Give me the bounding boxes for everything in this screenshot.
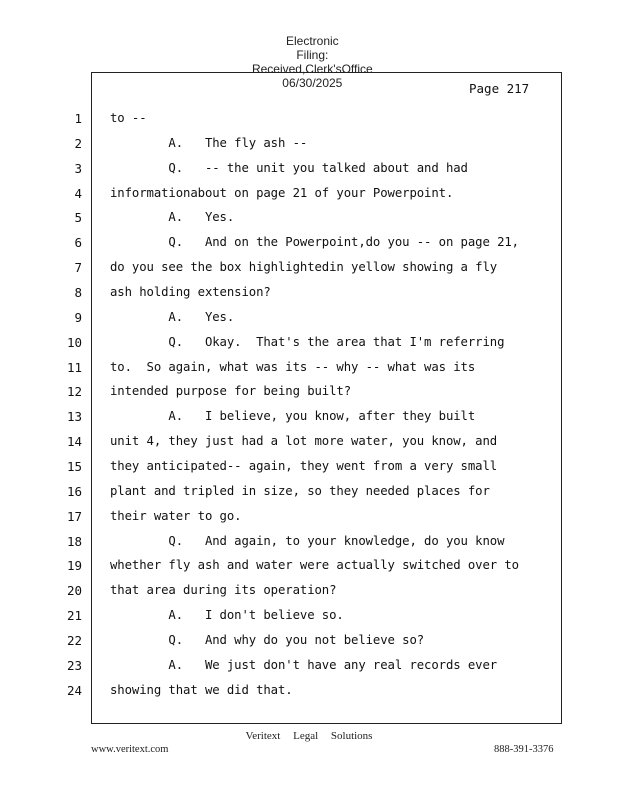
line-text: to. So again, what was its -- why -- what was its	[110, 359, 476, 374]
line-text: Q. Okay. That's the area that I'm referring	[110, 334, 505, 349]
line-number: 12	[66, 384, 82, 400]
line-text: Q. And again, to your knowledge, do you know	[110, 533, 505, 548]
footer-website: www.veritext.com	[91, 744, 169, 755]
line-number: 18	[66, 533, 82, 549]
line-number: 19	[66, 558, 82, 574]
line-text: showing that we did that.	[110, 682, 293, 697]
footer-phone: 888-391-3376	[494, 744, 554, 755]
line-text: A. The fly ash --	[110, 135, 308, 150]
line-number: 7	[74, 260, 82, 276]
line-number: 4	[74, 185, 82, 201]
line-text: their water to go.	[110, 508, 242, 523]
line-text: Q. And on the Powerpoint,do you -- on page 21,	[110, 235, 519, 250]
line-number: 10	[66, 334, 82, 350]
line-text: Q. -- the unit you talked about and had	[110, 160, 468, 175]
line-number: 5	[74, 210, 82, 226]
header-received: Received,Clerk'sOffice	[251, 62, 373, 76]
line-text: unit 4, they just had a lot more water, you know, and	[110, 434, 498, 449]
line-number: 24	[66, 682, 82, 698]
header-date: 06/30/2025	[282, 76, 343, 90]
footer-brand-legal: Legal	[293, 730, 319, 742]
line-number: 20	[66, 583, 82, 599]
line-number: 16	[66, 483, 82, 499]
line-text: whether fly ash and water were actually switched over to	[110, 558, 519, 573]
line-number: 8	[74, 285, 82, 300]
line-text: A. I don't believe so.	[110, 608, 344, 622]
line-text: A. I believe, you know, after they built	[110, 409, 476, 424]
line-text: do you see the box highlightedin yellow showing a fly	[110, 260, 498, 275]
line-number: 17	[66, 508, 82, 524]
line-text: Q. And why do you not believe so?	[110, 632, 425, 647]
line-text: intended purpose for being built?	[110, 384, 352, 399]
line-text: informationabout on page 21 of your Powerpoint.	[110, 185, 454, 200]
line-text: they anticipated-- again, they went from a very small	[110, 458, 498, 473]
line-number: 1	[74, 111, 82, 126]
line-number: 15	[66, 458, 82, 474]
line-text: that area during its operation?	[110, 583, 337, 598]
footer-brand-veritext: Veritext	[245, 730, 281, 742]
line-text: plant and tripled in size, so they needed places for	[110, 483, 490, 498]
line-number: 3	[74, 160, 82, 176]
line-number: 21	[66, 608, 82, 623]
page-number: Page 217	[469, 81, 530, 96]
line-text: A. Yes.	[110, 309, 235, 324]
line-number: 11	[66, 359, 82, 375]
header-filing: Filing:	[296, 48, 329, 62]
line-text: to --	[110, 111, 147, 125]
header-electronic: Electronic	[285, 34, 339, 48]
line-number: 2	[74, 135, 82, 151]
line-text: ash holding extension?	[110, 285, 271, 299]
line-number: 13	[66, 409, 82, 425]
line-text: A. Yes.	[110, 210, 235, 225]
line-number: 6	[74, 235, 82, 251]
line-number: 14	[66, 434, 82, 450]
line-number: 22	[66, 632, 82, 648]
line-text: A. We just don't have any real records ever	[110, 657, 498, 672]
line-number: 23	[66, 657, 82, 673]
footer-brand	[0, 730, 618, 742]
footer-brand-solutions: Solutions	[330, 730, 373, 742]
line-number: 9	[74, 309, 82, 325]
